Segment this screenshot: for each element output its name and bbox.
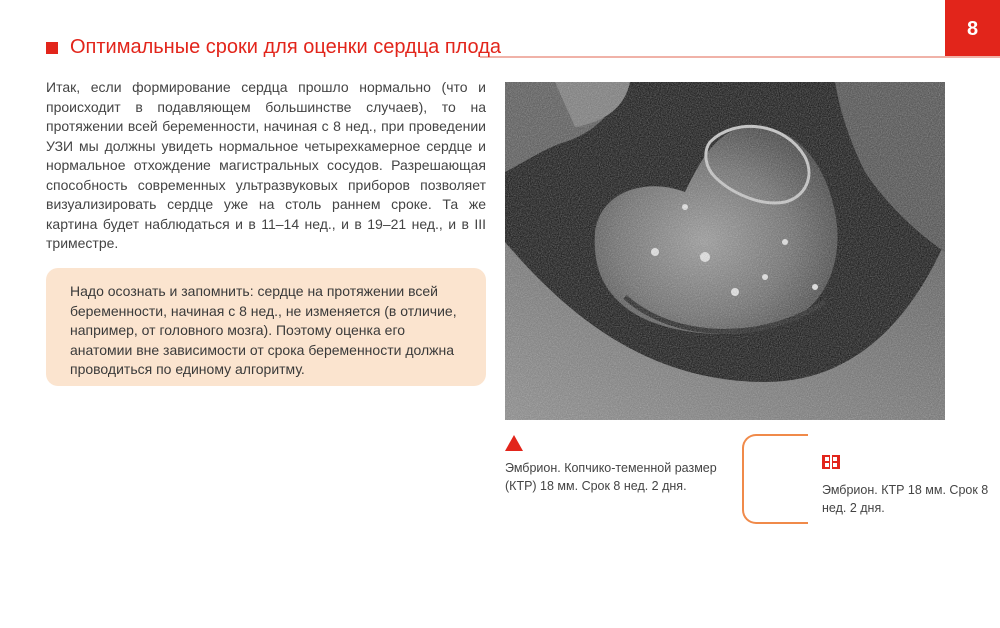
caption-main-text: Эмбрион. Копчико-теменной размер (КТР) 18 мм. Срок 8 нед. 2 дня. <box>505 461 717 493</box>
heading-square-icon <box>46 42 58 54</box>
figure-caption-main <box>505 435 735 495</box>
ultrasound-image <box>505 82 945 420</box>
figure-caption-side <box>822 455 992 517</box>
note-box <box>46 268 486 386</box>
triangle-icon <box>505 435 523 451</box>
ultrasound-graphic <box>505 82 945 420</box>
caption-bracket <box>742 434 808 524</box>
section-heading <box>46 36 501 59</box>
note-text: Надо осознать и запомнить: сердце на протяжении всей беременности, начиная с 8 нед., не изменяется (в отличие, например, от головного мозга). Поэтому оценка его анатомии вне зависимости от срока беременности должна проводиться по единому алгоритму. <box>70 283 457 377</box>
body-paragraph: Итак, если формирование сердца прошло нормально (что и происходит в подавляющем большинстве случаев), то на протяжении всей беременности, начиная с 8 нед., при проведении УЗИ мы должны увидеть нормальное четырехкамерное сердце и нормальное отхождение магистральных сосудов. Разрешающая способность современных ультразвуковых приборов позволяет визуализировать сердце уже на столь раннем сроке. Та же картина будет наблюдаться и в 11–14 нед., и в 19–21 нед., и в III триместре. <box>46 79 486 251</box>
heart-chambers-icon <box>822 455 840 469</box>
heading-text: Оптимальные сроки для оценки сердца плода <box>70 36 502 58</box>
caption-side-text: Эмбрион. КТР 18 мм. Срок 8 нед. 2 дня. <box>822 483 989 515</box>
page-number-tab <box>945 0 1000 58</box>
page-number: 8 <box>966 17 979 40</box>
header-rule <box>480 56 1000 58</box>
